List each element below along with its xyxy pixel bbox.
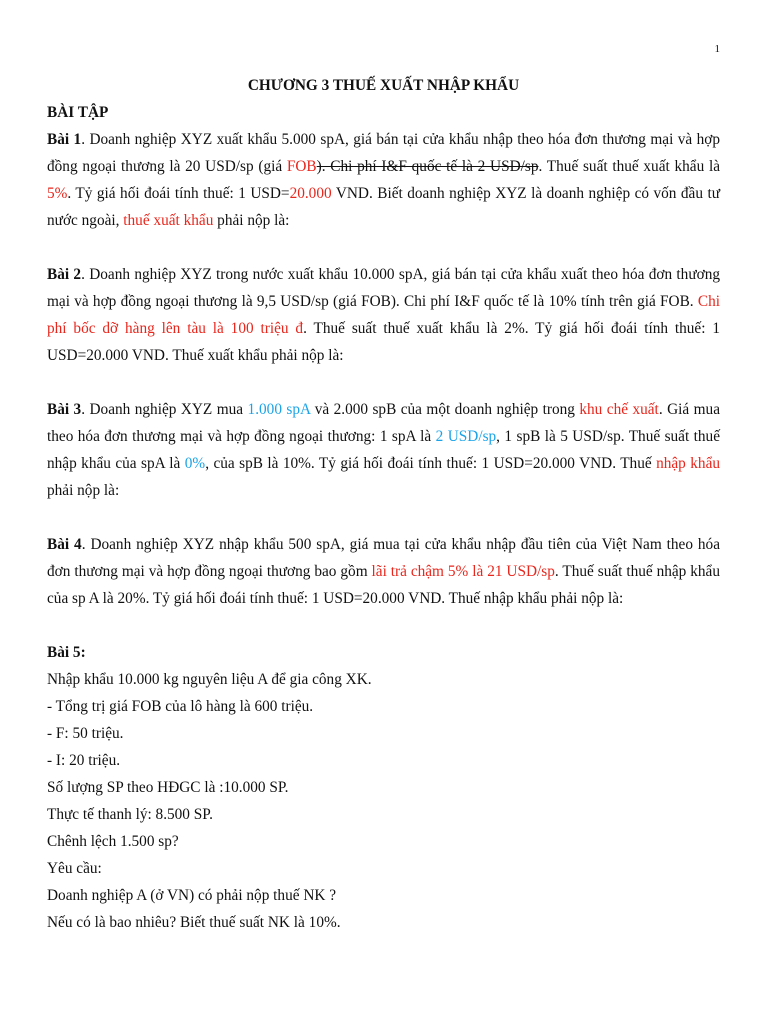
exercise-3-text: . Doanh nghiệp XYZ mua (81, 401, 248, 418)
exercise-5-line: - F: 50 triệu. (47, 725, 124, 742)
exercise-2-highlight-loading-cost: Chi phí bốc dỡ hàng lên tàu là 100 triệu đ (47, 293, 720, 337)
exercise-3-highlight-quantity: 1.000 spA (247, 401, 311, 418)
exercise-5-line: - Tổng trị giá FOB của lô hàng là 600 triệu. (47, 698, 314, 715)
exercise-3-text: phải nộp là: (47, 482, 120, 499)
exercise-3-label: Bài 3 (47, 401, 82, 418)
exercise-5-line: Chênh lệch 1.500 sp? (47, 833, 179, 850)
exercise-1-highlight-rate: 5% (47, 185, 68, 202)
page-number: 1 (714, 43, 720, 55)
exercise-3-highlight-import: nhập khẩu (656, 455, 721, 472)
exercise-5-line: Thực tế thanh lý: 8.500 SP. (47, 806, 213, 823)
section-title: BÀI TẬP (47, 104, 109, 121)
exercise-5-line: Nhập khẩu 10.000 kg nguyên liệu A để gia công XK. (47, 671, 372, 688)
exercise-3-highlight-export-zone: khu chế xuất (579, 401, 659, 418)
exercise-4-highlight-interest: lãi trả chậm 5% là 21 USD/sp (371, 563, 555, 580)
exercise-2-label: Bài 2 (47, 266, 82, 283)
exercise-3-highlight-rate: 0% (184, 455, 206, 472)
exercise-3-text: và 2.000 spB của một doanh nghiệp trong (310, 401, 580, 418)
exercise-2-text: . Thuế suất thuế xuất khẩu là 2%. Tỷ giá hối đoái tính thuế: 1 USD=20.000 VND. Thuế xuất khẩu phải nộp là: (47, 320, 720, 364)
exercise-1-highlight-fob: FOB (286, 158, 317, 175)
exercise-5-line: - I: 20 triệu. (47, 752, 121, 769)
exercise-1-text: . Thuế suất thuế xuất khẩu là (538, 158, 720, 175)
chapter-title: CHƯƠNG 3 THUẾ XUẤT NHẬP KHẨU (247, 77, 520, 94)
exercise-1-highlight-tax: thuế xuất khẩu (123, 212, 214, 229)
exercise-3-highlight-price: 2 USD/sp (435, 428, 497, 445)
exercise-1-text: VND. Biết doanh nghiệp XYZ là doanh nghiệp có vốn đầu tư nước ngoài, (47, 185, 721, 229)
exercise-4 (47, 531, 720, 612)
exercise-1-text: . Doanh nghiệp XYZ xuất khẩu 5.000 spA, giá bán tại cửa khẩu nhập theo hóa đơn thương mại và hợp đồng ngoại thương là 20 USD/sp (giá (47, 131, 721, 175)
exercise-5-line: Nếu có là bao nhiêu? Biết thuế suất NK là 10%. (47, 914, 341, 931)
exercise-1-label: Bài 1 (47, 131, 82, 148)
exercise-3-text: , 1 spB là 5 USD/sp. Thuế suất thuế nhập khẩu của spA là (47, 428, 720, 472)
exercise-1-highlight-exchange: 20.000 (289, 185, 332, 202)
exercise-4-text: . Doanh nghiệp XYZ nhập khẩu 500 spA, giá mua tại cửa khẩu nhập đầu tiên của Việt Nam theo hóa đơn thương mại và hợp đồng ngoại thương bao gồm (47, 536, 720, 580)
exercise-5-line: Doanh nghiệp A (ở VN) có phải nộp thuế NK ? (47, 887, 337, 904)
exercise-2-text: . Doanh nghiệp XYZ trong nước xuất khẩu 10.000 spA, giá bán tại cửa khẩu xuất theo hóa đơn thương mại và hợp đồng ngoại thương là 9,5 USD/sp (giá FOB). Chi phí I&F quốc tế là 10% tính trên giá FOB. (47, 266, 720, 310)
exercise-3-text: . Giá mua theo hóa đơn thương mại và hợp đồng ngoại thương: 1 spA là (47, 401, 720, 445)
exercise-5 (47, 639, 720, 936)
exercise-5-line: Số lượng SP theo HĐGC là :10.000 SP. (47, 779, 289, 796)
exercise-3 (47, 396, 720, 504)
exercise-4-label: Bài 4 (47, 536, 82, 553)
exercise-3-text: , của spB là 10%. Tỷ giá hối đoái tính thuế: 1 USD=20.000 VND. Thuế (205, 455, 657, 472)
document-body (47, 70, 720, 936)
exercise-1-text: phải nộp là: (213, 212, 290, 229)
exercise-5-line: Yêu cầu: (47, 860, 102, 877)
exercise-5-label: Bài 5: (47, 644, 86, 661)
exercise-1-text: . Tỷ giá hối đoái tính thuế: 1 USD= (67, 185, 290, 202)
exercise-1-struck-text: ). Chi phí I&F quốc tế là 2 USD/sp (316, 158, 539, 175)
exercise-4-text: . Thuế suất thuế nhập khẩu của sp A là 20%. Tỷ giá hối đoái tính thuế: 1 USD=20.000 VND. Thuế nhập khẩu phải nộp là: (47, 563, 720, 607)
exercise-2 (47, 261, 720, 369)
exercise-1 (47, 126, 720, 234)
